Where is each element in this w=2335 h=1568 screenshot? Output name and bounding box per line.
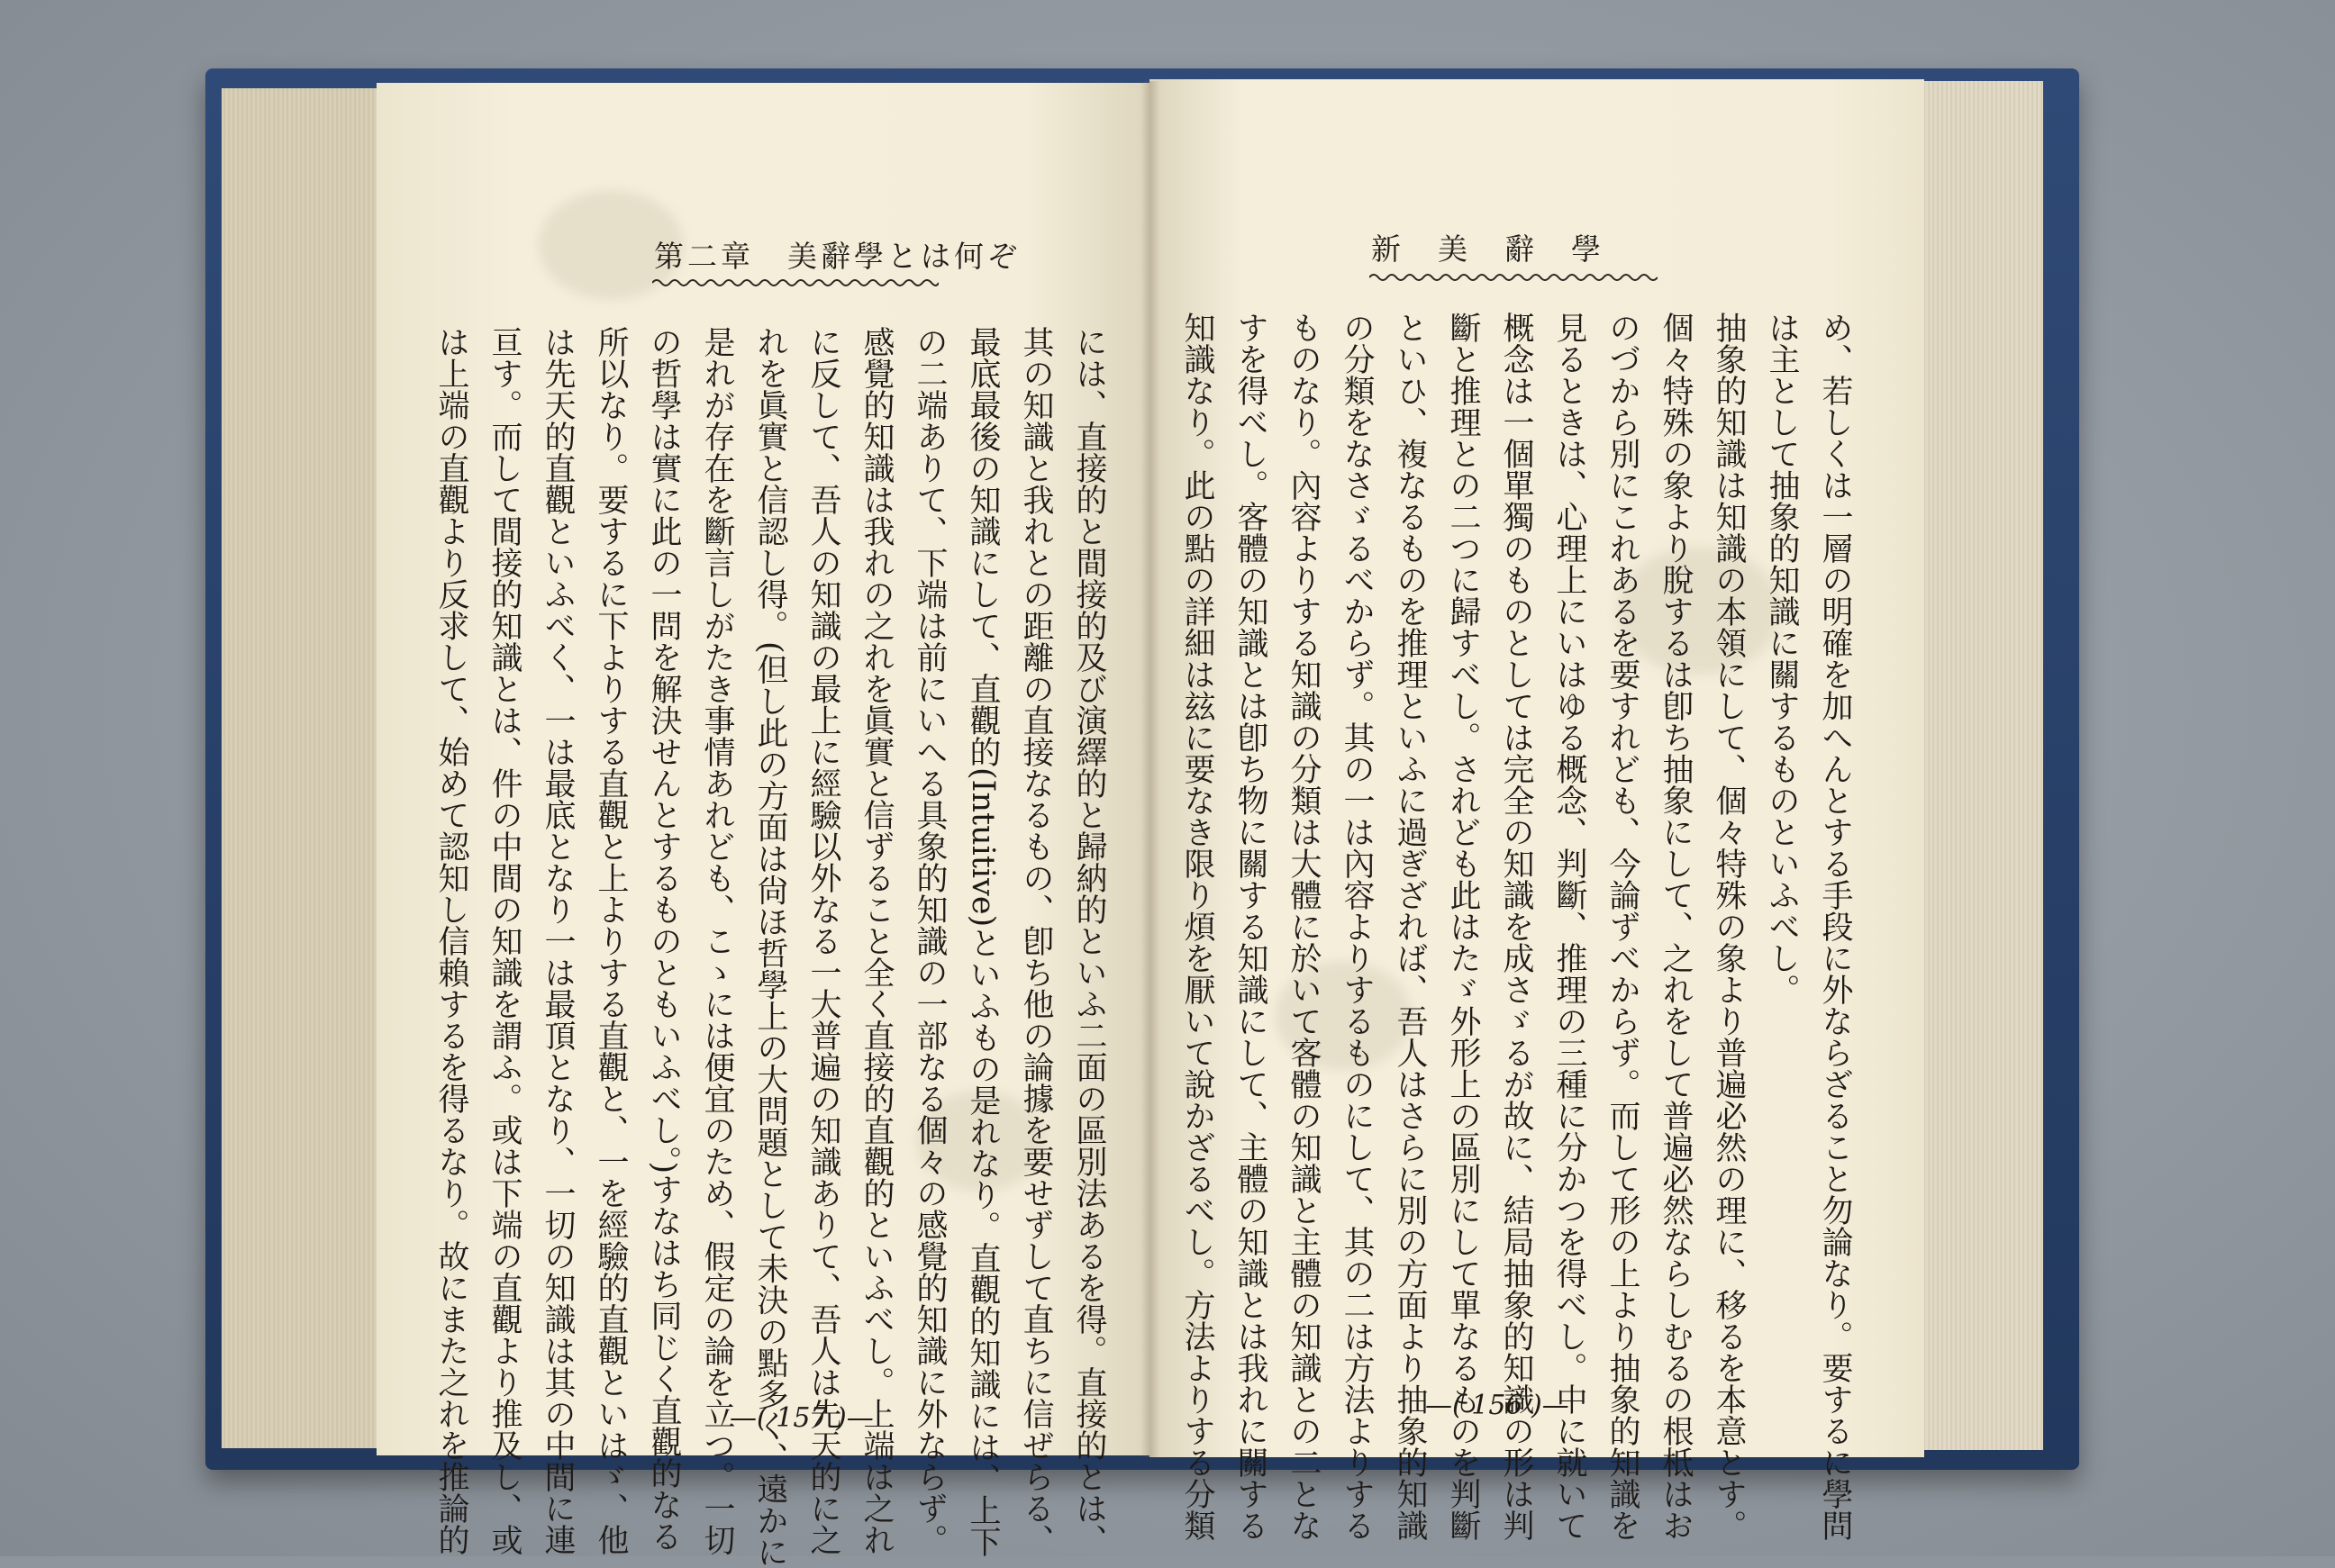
text-column: は主として抽象的知識に關するものといふべし。 — [1764, 312, 1800, 1005]
text-column: れを眞實と信認し得。(但し此の方面は尙ほ哲學上の大問題として未決の點多く、遠かに — [752, 326, 788, 1568]
text-column: のづから別にこれあるを要すれども、今論ずべからず。而して形の上より抽象的知識を — [1604, 312, 1640, 1541]
text-column: といひ、複なるものを推理といふに過ぎざれば、吾人はさらに別の方面より抽象的知識 — [1392, 312, 1428, 1541]
text-column: 抽象的知識は知識の本領にして、個々特殊の象より普遍必然の理に、移るを本意とす。 — [1711, 312, 1747, 1541]
text-column: 最底最後の知識にして、直觀的(Intuitive)といふもの是れなり。直觀的知識には、上下 — [965, 326, 1001, 1558]
text-column: 見るときは、心理上にいはゆる概念、判斷、推理の三種に分かつを得べし。中に就いて — [1551, 312, 1587, 1541]
text-column: 知識なり。此の點の詳細は玆に要なき限り煩を厭いて說かざるべし。方法よりする分類 — [1179, 312, 1215, 1541]
right-running-header: 新 美 辭 學 — [1371, 231, 1604, 267]
text-column: の哲學は實に此の一問を解決せんとするものともいふべし。)すなはち同じく直觀的なる — [646, 326, 682, 1553]
header-wavy-rule-left — [652, 276, 939, 290]
book-gutter — [1140, 81, 1160, 1457]
text-column: の分類をなさゞるべからず。其の一は內容よりするものにして、其の二は方法よりする — [1339, 312, 1375, 1541]
left-page-number: —( 157 )— — [730, 1402, 874, 1434]
text-column: は先天的直觀といふべく、一は最底となり一は最頂となり、一切の知識は其の中間に連 — [540, 326, 576, 1555]
left-page — [377, 83, 1149, 1568]
text-column: め、若しくは一層の明確を加へんとする手段に外ならざること勿論なり。要するに學問 — [1817, 312, 1853, 1541]
text-column: 概念は一個單獨のものとしては完全の知識を成さゞるが故に、結局抽象的知識の形は判 — [1498, 312, 1534, 1541]
text-column: には、直接的と間接的及び演繹的と歸納的といふ二面の區別法あるを得。直接的とは、 — [1071, 326, 1107, 1555]
text-column: 斷と推理との二つに歸すべし。されども此はたゞ外形上の區別にして單なるものを判斷 — [1445, 312, 1481, 1541]
text-column: に反して、吾人の知識の最上に經驗以外なる一大普遍の知識ありて、吾人は先天的に之 — [805, 326, 841, 1555]
text-column: 是れが存在を斷言しがたき事情あれども、こゝには便宜のため、假定の論を立つ。一切 — [699, 326, 735, 1555]
text-column: ものなり。內容よりする知識の分類は大體に於いて客體の知識と主體の知識との二とな — [1286, 312, 1322, 1541]
right-page-number: —( 156 )— — [1425, 1390, 1569, 1421]
text-column: 個々特殊の象より脫するは卽ち抽象にして、之れをして普遍必然ならしむるの根柢はお — [1658, 312, 1694, 1541]
header-wavy-rule-right — [1369, 270, 1658, 285]
text-column: の二端ありて、下端は前にいへる具象的知識の一部なる個々の感覺的知識に外ならず。 — [912, 326, 948, 1555]
page-edges-right — [1908, 81, 2043, 1450]
text-column: すを得べし。客體の知識とは卽ち物に關する知識にして、主體の知識とは我れに關する — [1232, 312, 1268, 1541]
text-column: 所以なり。要するに下よりする直觀と上よりする直觀と、一を經驗的直觀といはゞ、他 — [593, 326, 629, 1555]
text-column: 感覺的知識は我れの之れを眞實と信ずること全く直接的直觀的といふべし。上端は之れ — [859, 326, 895, 1555]
text-column: 亘す。而して間接的知識とは、件の中間の知識を謂ふ。或は下端の直觀より推及し、或 — [486, 326, 522, 1555]
page-edges-left — [222, 88, 393, 1448]
right-page — [1149, 79, 1924, 1541]
left-running-header: 第二章 美辭學とは何ぞ — [654, 239, 1021, 274]
text-column: 其の知識と我れとの距離の直接なるもの、卽ち他の論據を要せずして直ちに信ぜらる、 — [1018, 326, 1054, 1555]
text-column: は上端の直觀より反求して、始めて認知し信賴するを得るなり。故にまた之れを推論的 — [433, 326, 469, 1555]
